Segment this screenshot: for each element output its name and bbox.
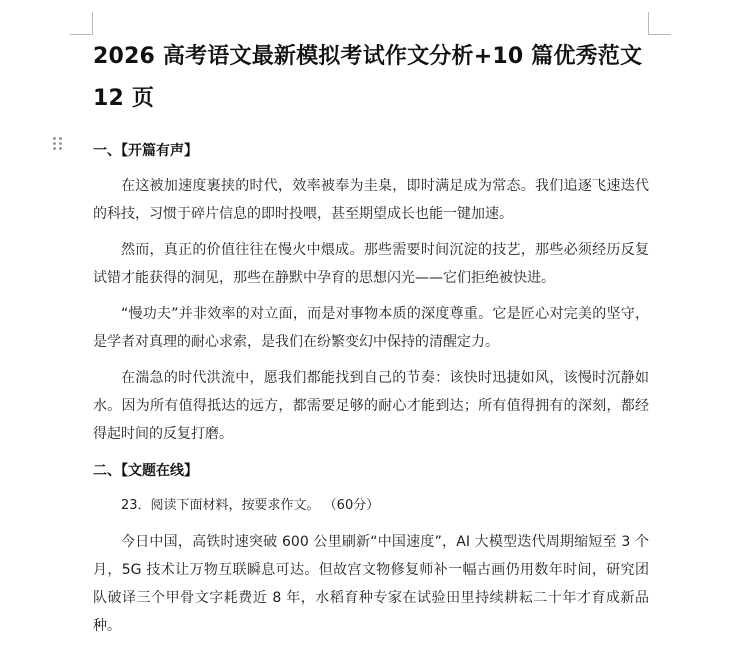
paragraph: 在这被加速度裹挟的时代，效率被奉为圭臬，即时满足成为常态。我们追逐飞速迭代的科技，习惯于碎片信息的即时投喂，甚至期望成长也能一键加速。 <box>93 178 649 222</box>
section-heading-prompt: 二、【文题在线】 <box>93 463 198 479</box>
section-heading-opening: 一、【开篇有声】 <box>93 143 198 159</box>
paragraph: 然而，真正的价值往往在慢火中煨成。那些需要时间沉淀的技艺，那些必须经历反复试错才能获得的洞见，那些在静默中孕育的思想闪光——它们拒绝被快进。 <box>93 242 649 286</box>
document-body[interactable] <box>93 36 653 634</box>
block-drag-handle-icon[interactable] <box>53 137 63 153</box>
page-corner-mark-top-left <box>70 12 93 35</box>
paragraph: “慢功夫”并非效率的对立面，而是对事物本质的深度尊重。它是匠心对完美的坚守，是学者对真理的耐心求索，是我们在纷繁变幻中保持的清醒定力。 <box>93 306 649 350</box>
page-corner-mark-top-right <box>648 12 671 35</box>
paragraph: 在湍急的时代洪流中，愿我们都能找到自己的节奏：该快时迅捷如风，该慢时沉静如水。因为所有值得抵达的远方，都需要足够的耐心才能到达；所有值得拥有的深刻，都经得起时间的反复打磨。 <box>93 370 649 442</box>
question-line: 23．阅读下面材料，按要求作文。 （60分） <box>121 498 380 513</box>
paragraph: 今日中国，高铁时速突破 600 公里刷新“中国速度”，AI 大模型迭代周期缩短至 3 个月，5G 技术让万物互联瞬息可达。但故宫文物修复师补一幅古画仍用数年时间，研究团队破译三个甲骨文字耗费近 8 年，水稻育种专家在试验田里持续耕耘二十年才育成新品种。 <box>93 534 649 634</box>
document-title: 2026 高考语文最新模拟考试作文分析+10 篇优秀范文 12 页 <box>93 44 643 111</box>
